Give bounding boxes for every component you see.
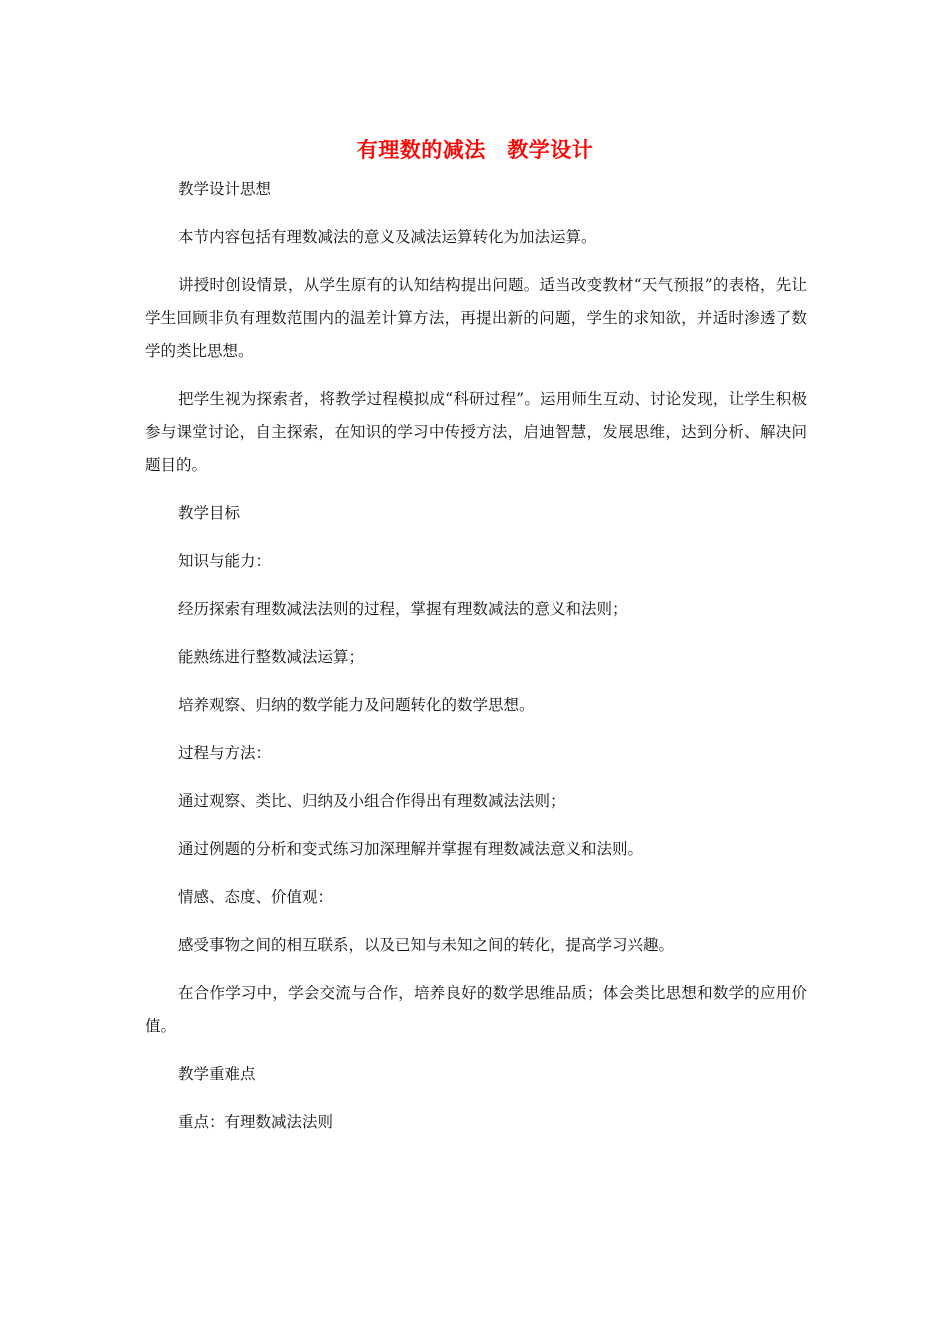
document-title: 有理数的减法 教学设计 [356, 138, 594, 162]
paragraph: 讲授时创设情景，从学生原有的认知结构提出问题。适当改变教材“天气预报”的表格，先让学生回顾非负有理数范围内的温差计算方法，再提出新的问题，学生的求知欲，并适时渗透了数学的类比思想。 [145, 276, 807, 360]
paragraph: 能熟练进行整数减法运算； [178, 648, 365, 666]
paragraph: 感受事物之间的相互联系，以及已知与未知之间的转化，提高学习兴趣。 [178, 936, 675, 954]
paragraph: 经历探索有理数减法法则的过程，掌握有理数减法的意义和法则； [178, 600, 628, 618]
paragraph: 在合作学习中，学会交流与合作，培养良好的数学思维品质；体会类比思想和数学的应用价值。 [145, 984, 807, 1035]
paragraph-key-points-heading: 教学重难点 [178, 1065, 256, 1083]
paragraph-design-thought-heading: 教学设计思想 [178, 180, 272, 198]
paragraph: 通过例题的分析和变式练习加深理解并掌握有理数减法意义和法则。 [178, 840, 644, 858]
paragraph: 重点：有理数减法法则 [178, 1113, 334, 1131]
paragraph: 本节内容包括有理数减法的意义及减法运算转化为加法运算。 [178, 228, 597, 246]
paragraph-subheading: 过程与方法： [178, 744, 272, 762]
paragraph: 把学生视为探索者，将教学过程模拟成“科研过程”。运用师生互动、讨论发现，让学生积极参与课堂讨论，自主探索，在知识的学习中传授方法，启迪智慧，发展思维，达到分析、解决问题目的。 [145, 390, 807, 474]
paragraph-objectives-heading: 教学目标 [178, 504, 241, 522]
document-body [145, 173, 807, 1154]
paragraph-subheading: 知识与能力： [178, 552, 272, 570]
paragraph: 通过观察、类比、归纳及小组合作得出有理数减法法则； [178, 792, 566, 810]
paragraph-subheading: 情感、态度、价值观： [178, 888, 334, 906]
paragraph: 培养观察、归纳的数学能力及问题转化的数学思想。 [178, 696, 535, 714]
